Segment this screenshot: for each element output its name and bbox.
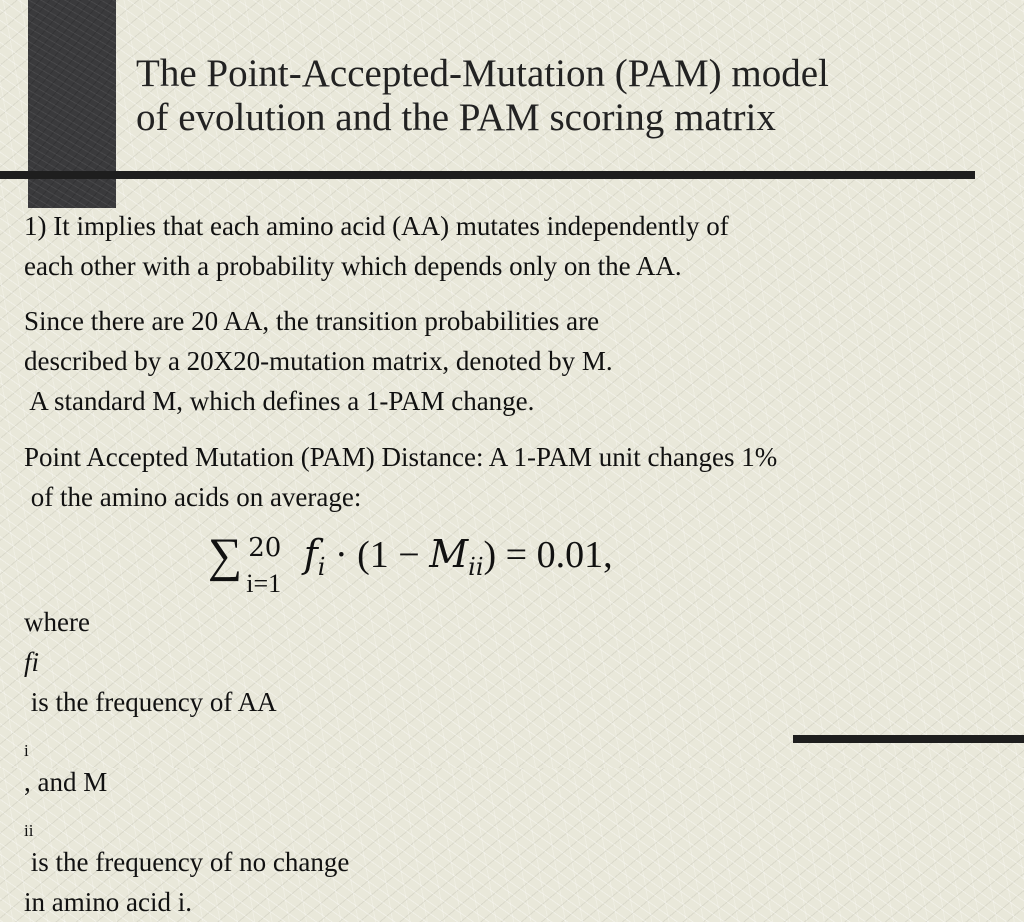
formula-m-subscript: ii (468, 553, 484, 581)
formula-open: (1 − (357, 534, 430, 576)
formula-close: ) = 0.01, (483, 534, 613, 576)
paragraph-line: described by a 20X20-mutation matrix, denoted by M. (24, 346, 613, 376)
formula-m: M (429, 532, 469, 576)
subscript-ii: ii (24, 821, 34, 840)
paragraph-line: of the amino acids on average: (24, 482, 362, 512)
paragraph-line: Point Accepted Mutation (PAM) Distance: A 1-PAM unit changes 1% (24, 442, 778, 472)
paragraph-independence (24, 206, 1004, 286)
text-no-change: is the frequency of no change (24, 847, 350, 877)
paragraph-line: each other with a probability which depends only on the AA. (24, 251, 682, 281)
paragraph-line: in amino acid i. (24, 887, 192, 917)
paragraph-line: Since there are 20 AA, the transition probabilities are (24, 306, 600, 336)
summation (208, 525, 242, 586)
slide-title (136, 52, 996, 140)
subscript-i: i (24, 741, 29, 760)
title-line-1: The Point-Accepted-Mutation (PAM) model (136, 52, 829, 95)
paragraph-transition-matrix (24, 301, 1004, 421)
paragraph-definitions (24, 602, 1004, 922)
summation-limits (246, 524, 294, 598)
title-divider (0, 171, 975, 179)
summation-lower-limit: i=1 (246, 569, 282, 598)
text-frequency-of-aa: is the frequency of AA (24, 687, 277, 717)
title-line-2: of evolution and the PAM scoring matrix (136, 96, 776, 139)
text-where: where (24, 607, 97, 637)
paragraph-line (24, 602, 1004, 882)
paragraph-pam-distance (24, 437, 1004, 517)
text-and-m: , and M (24, 767, 108, 797)
formula-f-subscript: i (317, 553, 326, 581)
sigma-symbol: ∑ (208, 529, 243, 582)
text-fi: fi (24, 647, 40, 677)
formula-dot: · (334, 534, 348, 576)
paragraph-line: A standard M, which defines a 1-PAM change. (24, 386, 535, 416)
summation-upper-limit: 20 (248, 533, 282, 563)
formula-f: f (303, 532, 318, 576)
pam-formula (208, 524, 613, 597)
paragraph-line: 1) It implies that each amino acid (AA) mutates independently of (24, 211, 729, 241)
